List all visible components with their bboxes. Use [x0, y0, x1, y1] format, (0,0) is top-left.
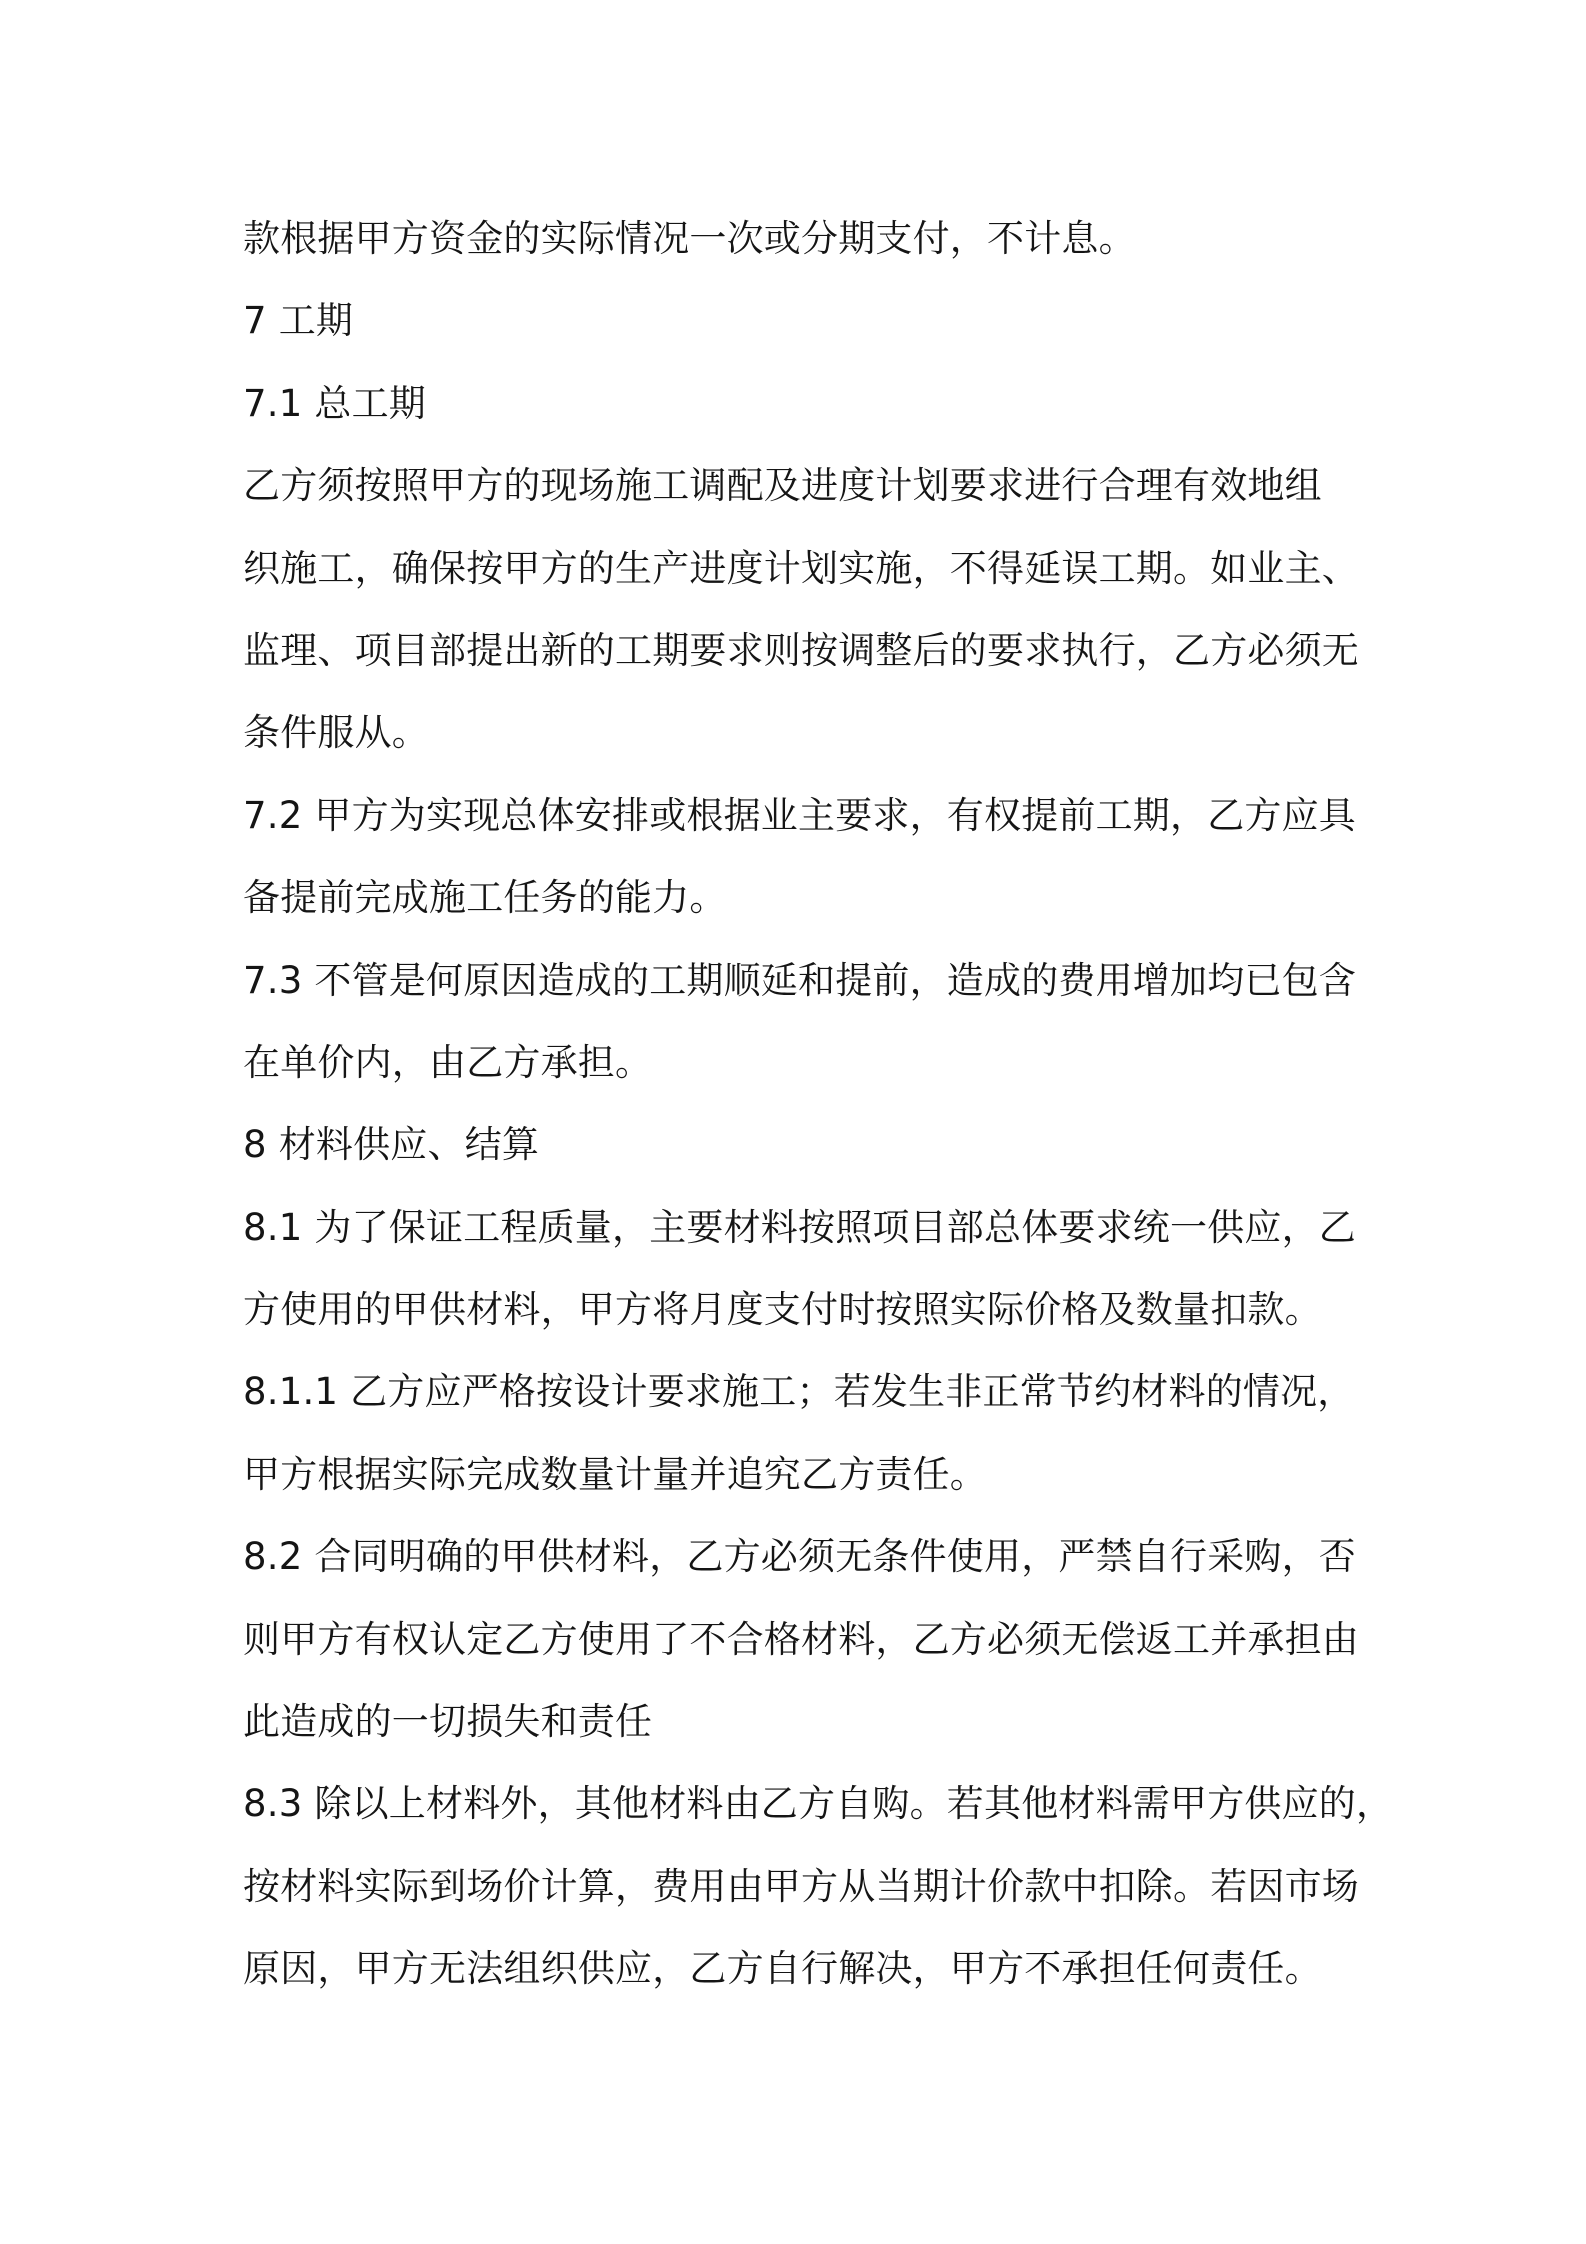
text-line: 在单价内，由乙方承担。 — [243, 1040, 653, 1084]
subsection-heading: 7.1 总工期 — [243, 381, 427, 425]
text-line: 8.1 为了保证工程质量，主要材料按照项目部总体要求统一供应，乙 — [243, 1205, 1357, 1249]
text-line: 款根据甲方资金的实际情况一次或分期支付，不计息。 — [243, 217, 1136, 260]
text-line: 监理、项目部提出新的工期要求则按调整后的要求执行，乙方必须无 — [243, 628, 1359, 672]
section-heading: 8 材料供应、结算 — [243, 1123, 540, 1167]
text-line: 备提前完成施工任务的能力。 — [243, 876, 727, 920]
text-line: 则甲方有权认定乙方使用了不合格材料，乙方必须无偿返工并承担由 — [243, 1617, 1359, 1661]
contract-text — [243, 198, 1394, 2011]
text-line: 织施工，确保按甲方的生产进度计划实施，不得延误工期。如业主、 — [243, 546, 1359, 590]
text-line: 条件服从。 — [243, 711, 429, 755]
text-line: 8.3 除以上材料外，其他材料由乙方自购。若其他材料需甲方供应的， — [243, 1782, 1394, 1826]
text-line: 8.1.1 乙方应严格按设计要求施工；若发生非正常节约材料的情况， — [243, 1370, 1355, 1414]
text-line: 甲方根据实际完成数量计量并追究乙方责任。 — [243, 1452, 987, 1496]
text-line: 方使用的甲供材料，甲方将月度支付时按照实际价格及数量扣款。 — [243, 1288, 1322, 1332]
text-line: 8.2 合同明确的甲供材料，乙方必须无条件使用，严禁自行采购，否 — [243, 1535, 1357, 1579]
section-heading: 7 工期 — [243, 299, 354, 343]
text-line: 按材料实际到场价计算，费用由甲方从当期计价款中扣除。若因市场 — [243, 1864, 1359, 1908]
text-line: 乙方须按照甲方的现场施工调配及进度计划要求进行合理有效地组 — [243, 464, 1322, 508]
text-line: 7.2 甲方为实现总体安排或根据业主要求，有权提前工期，乙方应具 — [243, 793, 1357, 837]
text-line: 原因，甲方无法组织供应，乙方自行解决，甲方不承担任何责任。 — [243, 1947, 1322, 1991]
text-line: 此造成的一切损失和责任 — [243, 1700, 653, 1744]
text-line: 7.3 不管是何原因造成的工期顺延和提前，造成的费用增加均已包含 — [243, 958, 1357, 1002]
